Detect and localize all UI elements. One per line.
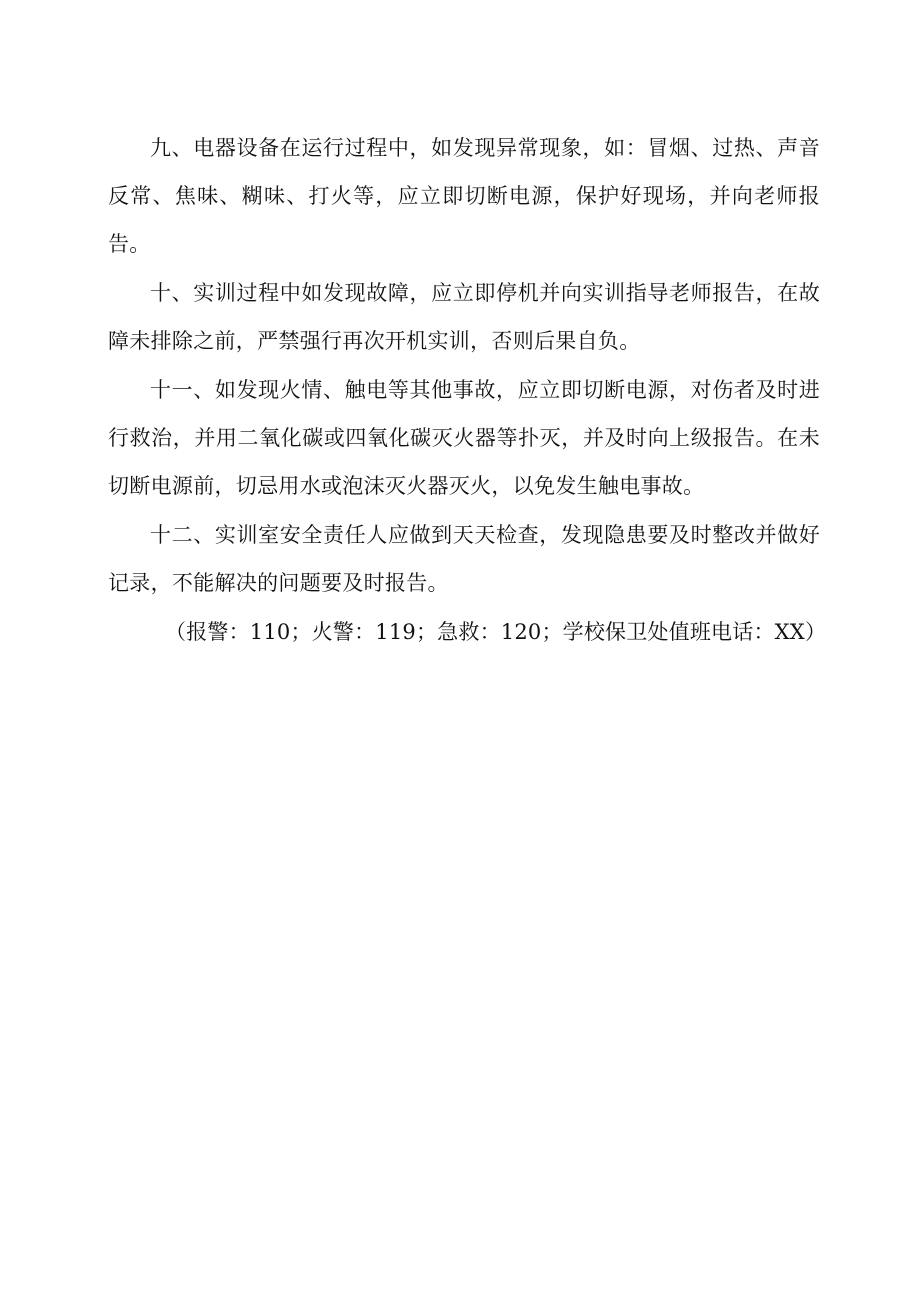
rule-paragraph-10: 十、实训过程中如发现故障，应立即停机并向实训指导老师报告，在故障未排除之前，严禁强行再次开机实训，否则后果自负。 <box>108 281 820 353</box>
rule-paragraph-9: 九、电器设备在运行过程中，如发现异常现象，如：冒烟、过热、声音反常、焦味、糊味、打火等，应立即切断电源，保护好现场，并向老师报告。 <box>108 136 820 256</box>
rule-paragraph-12: 十二、实训室安全责任人应做到天天检查，发现隐患要及时整改并做好记录，不能解决的问题要及时报告。 <box>108 523 820 595</box>
rule-paragraph-11: 十一、如发现火情、触电等其他事故，应立即切断电源，对伤者及时进行救治，并用二氧化碳或四氧化碳灭火器等扑灭，并及时向上级报告。在未切断电源前，切忌用水或泡沫灭火器灭火，以免发生触电事故。 <box>108 378 820 498</box>
emergency-phone-note: （报警：110；火警：119；急救：120；学校保卫处值班电话：XX） <box>165 620 827 644</box>
document-body <box>108 124 827 656</box>
